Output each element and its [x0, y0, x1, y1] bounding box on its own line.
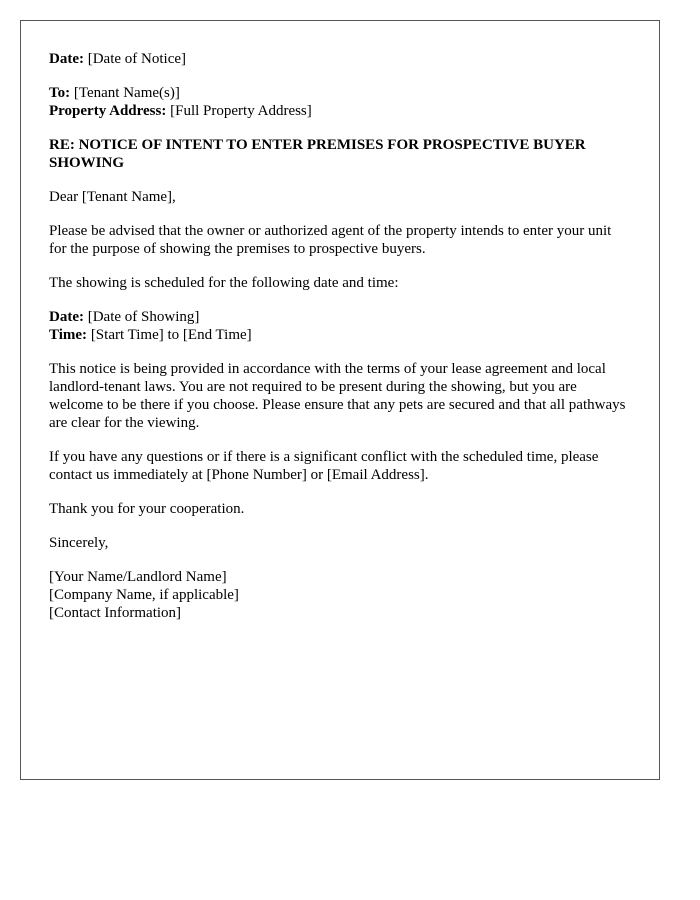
- property-address-label: Property Address:: [49, 103, 167, 119]
- notice-date: [49, 50, 631, 68]
- valediction: Sincerely,: [49, 535, 109, 551]
- signature-block: [49, 568, 631, 622]
- showing-date-label: Date:: [49, 309, 84, 325]
- showing-date-line: [49, 308, 631, 326]
- property-address-line: [49, 102, 631, 120]
- recipient-line: [49, 84, 631, 102]
- signer-company: [Company Name, if applicable]: [49, 587, 239, 603]
- recipient-value: [Tenant Name(s)]: [70, 85, 180, 101]
- showing-time-line: [49, 326, 631, 344]
- paragraph-schedule-intro: The showing is scheduled for the following date and time:: [49, 275, 399, 291]
- signer-name: [Your Name/Landlord Name]: [49, 569, 227, 585]
- notice-date-label: Date:: [49, 51, 84, 67]
- letter-page: [20, 20, 660, 780]
- salutation: Dear [Tenant Name],: [49, 189, 176, 205]
- showing-time-label: Time:: [49, 327, 88, 343]
- showing-time-value: [Start Time] to [End Time]: [87, 327, 252, 343]
- paragraph-intent: Please be advised that the owner or authorized agent of the property intends to enter your unit for the purpose of showing the premises to prospective buyers.: [49, 223, 612, 257]
- signer-contact: [Contact Information]: [49, 605, 182, 621]
- paragraph-thanks: Thank you for your cooperation.: [49, 501, 245, 517]
- showing-date-value: [Date of Showing]: [83, 309, 200, 325]
- paragraph-legal: This notice is being provided in accordance with the terms of your lease agreement and local landlord-tenant laws. You are not required to be present during the showing, but you are welcome to be there if you choose. Please ensure that any pets are secured and that all pathways are clear for the viewing.: [49, 361, 626, 431]
- recipient-label: To:: [49, 85, 71, 101]
- recipient-block: [49, 84, 631, 120]
- showing-details: [49, 308, 631, 344]
- paragraph-contact: If you have any questions or if there is a significant conflict with the scheduled time, please contact us immediately at [Phone Number] or [Email Address].: [49, 449, 599, 483]
- notice-date-value: [Date of Notice]: [83, 51, 187, 67]
- property-address-value: [Full Property Address]: [166, 103, 312, 119]
- subject-heading: RE: NOTICE OF INTENT TO ENTER PREMISES FOR PROSPECTIVE BUYER SHOWING: [49, 137, 586, 171]
